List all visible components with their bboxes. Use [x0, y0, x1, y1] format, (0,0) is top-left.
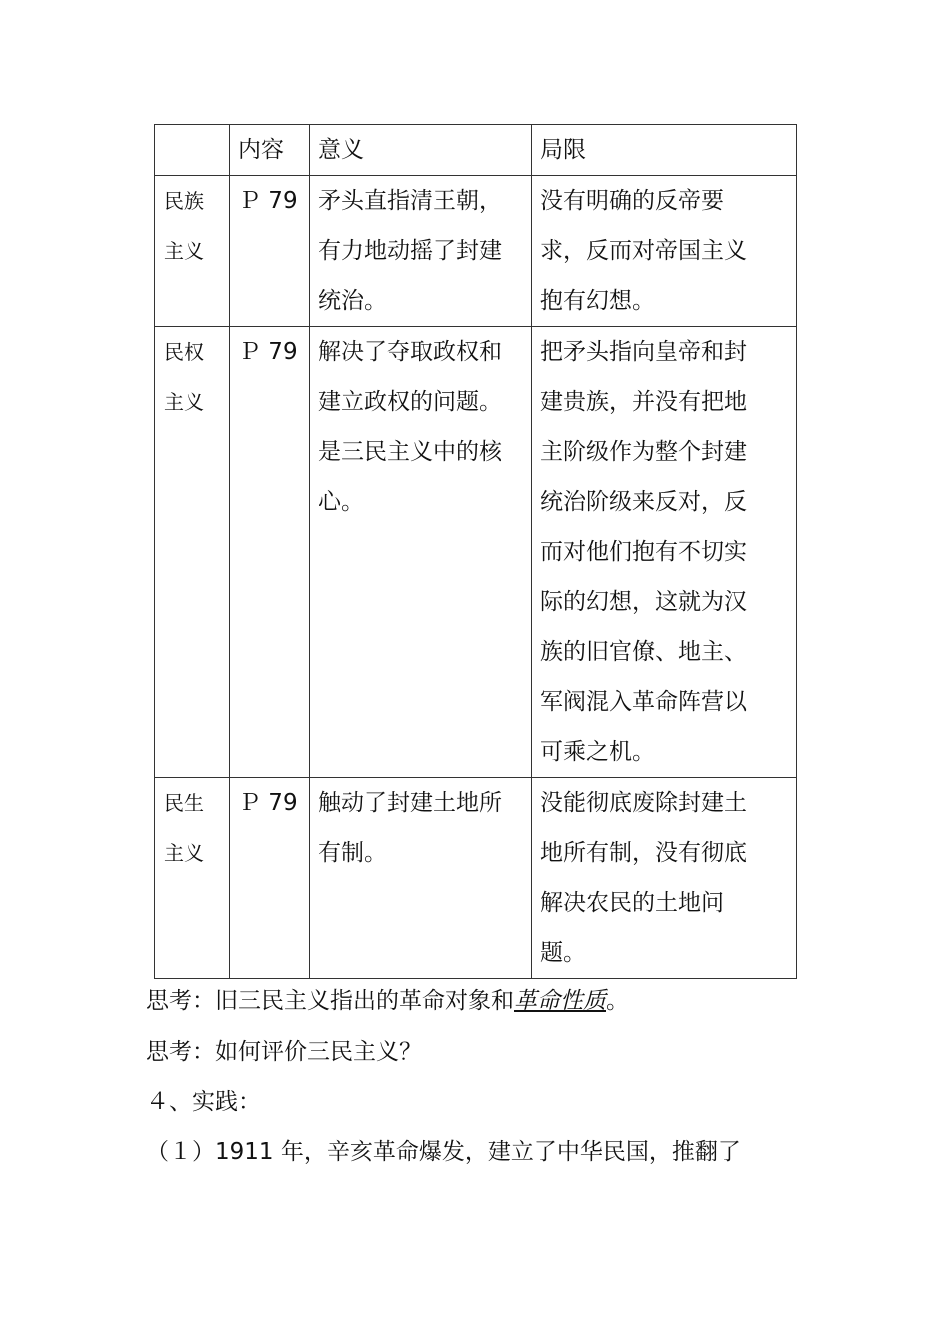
row-meaning: 解决了夺取政权和 建立政权的问题。 是三民主义中的核 心。: [310, 327, 532, 778]
row-label: 民族 主义: [155, 176, 230, 327]
row-content: Ｐ 79: [230, 176, 310, 327]
header-cell-content: 内容: [230, 125, 310, 176]
underlined-term: 革命性质: [514, 988, 606, 1014]
think-question-2: 思考：如何评价三民主义？: [146, 1039, 422, 1065]
header-cell-meaning: 意义: [310, 125, 532, 176]
row-label: 民权 主义: [155, 327, 230, 778]
table-header-row: [155, 125, 797, 176]
header-cell-limit: 局限: [532, 125, 797, 176]
three-principles-table: [154, 124, 797, 979]
row-content: Ｐ 79: [230, 778, 310, 979]
row-limit: 没有明确的反帝要 求，反而对帝国主义 抱有幻想。: [532, 176, 797, 327]
row-label: 民生 主义: [155, 778, 230, 979]
section-heading-practice: ４、实践：: [146, 1089, 261, 1115]
think-question-1: 思考：旧三民主义指出的革命对象和革命性质。: [146, 988, 629, 1014]
table-row-nationalism: [155, 176, 797, 327]
row-meaning: 触动了封建土地所 有制。: [310, 778, 532, 979]
row-limit: 没能彻底废除封建土 地所有制，没有彻底 解决农民的土地问 题。: [532, 778, 797, 979]
header-cell-empty: [155, 125, 230, 176]
row-meaning: 矛头直指清王朝， 有力地动摇了封建 统治。: [310, 176, 532, 327]
row-limit: 把矛头指向皇帝和封 建贵族，并没有把地 主阶级作为整个封建 统治阶级来反对，反 而对他们抱有不切实 际的幻想，这就为汉 族的旧官僚、地主、 军阀混入革命阵营以 可乘之机。: [532, 327, 797, 778]
table-row-livelihood: [155, 778, 797, 979]
row-content: Ｐ 79: [230, 327, 310, 778]
table-row-democracy: [155, 327, 797, 778]
paragraph-item-1: （１）1911 年，辛亥革命爆发，建立了中华民国，推翻了: [146, 1139, 741, 1165]
